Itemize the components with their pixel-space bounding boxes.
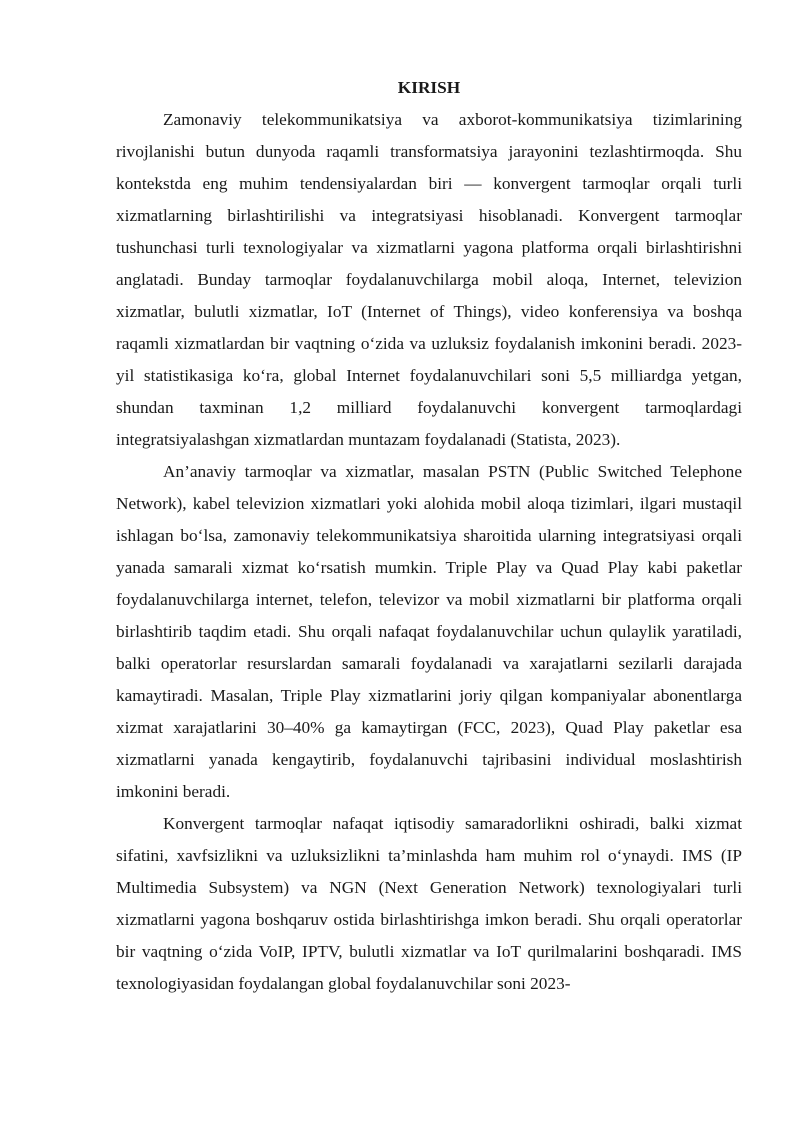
paragraph-1: Zamonaviy telekommunikatsiya va axborot-kommunikatsiya tizimlarining rivojlanishi butun dunyoda raqamli transformatsiya jarayonini tezlashtirmoqda. Shu kontekstda eng muhim tendensiyalardan biri — konvergent tarmoqlar orqali turli xizmatlarning birlashtirilishi va integratsiyasi hisoblanadi. Konvergent tarmoqlar tushunchasi turli texnologiyalar va xizmatlarni yagona platforma orqali birlashtirishni anglatadi. Bunday tarmoqlar foydalanuvchilarga mobil aloqa, Internet, televizion xizmatlar, bulutli xizmatlar, IoT (Internet of Things), video konferensiya va boshqa raqamli xizmatlardan bir vaqtning oʻzida va uzluksiz foydalanish imkonini beradi. 2023-yil statistikasiga koʻra, global Internet foydalanuvchilari soni 5,5 milliardga yetgan, shundan taxminan 1,2 milliard foydalanuvchi konvergent tarmoqlardagi integratsiyalashgan xizmatlardan muntazam foydalanadi (Statista, 2023).: [116, 110, 742, 449]
document-body: [116, 72, 742, 1000]
section-title: KIRISH: [397, 78, 461, 97]
paragraph-2: An’anaviy tarmoqlar va xizmatlar, masalan PSTN (Public Switched Telephone Network), kabel televizion xizmatlari yoki alohida mobil aloqa tizimlari, ilgari mustaqil ishlagan boʻlsa, zamonaviy telekommunikatsiya sharoitida ularning integratsiyasi orqali yanada samarali xizmat koʻrsatish mumkin. Triple Play va Quad Play kabi paketlar foydalanuvchilarga internet, telefon, televizor va mobil xizmatlarni bir platforma orqali birlashtirib taqdim etadi. Shu orqali nafaqat foydalanuvchilar uchun qulaylik yaratiladi, balki operatorlar resurslardan samarali foydalanadi va xarajatlarni sezilarli darajada kamaytiradi. Masalan, Triple Play xizmatlarini joriy qilgan kompaniyalar abonentlarga xizmat xarajatlarini 30–40% ga kamaytirgan (FCC, 2023), Quad Play paketlar esa xizmatlarni yanada kengaytirib, foydalanuvchi tajribasini individual moslashtirish imkonini beradi.: [116, 462, 742, 801]
paragraph-3: Konvergent tarmoqlar nafaqat iqtisodiy samaradorlikni oshiradi, balki xizmat sifatini, xavfsizlikni va uzluksizlikni ta’minlashda ham muhim rol oʻynaydi. IMS (IP Multimedia Subsystem) va NGN (Next Generation Network) texnologiyalari turli xizmatlarni yagona boshqaruv ostida birlashtirishga imkon beradi. Shu orqali operatorlar bir vaqtning oʻzida VoIP, IPTV, bulutli xizmatlar va IoT qurilmalarini boshqaradi. IMS texnologiyasidan foydalangan global foydalanuvchilar soni 2023-: [116, 814, 742, 993]
